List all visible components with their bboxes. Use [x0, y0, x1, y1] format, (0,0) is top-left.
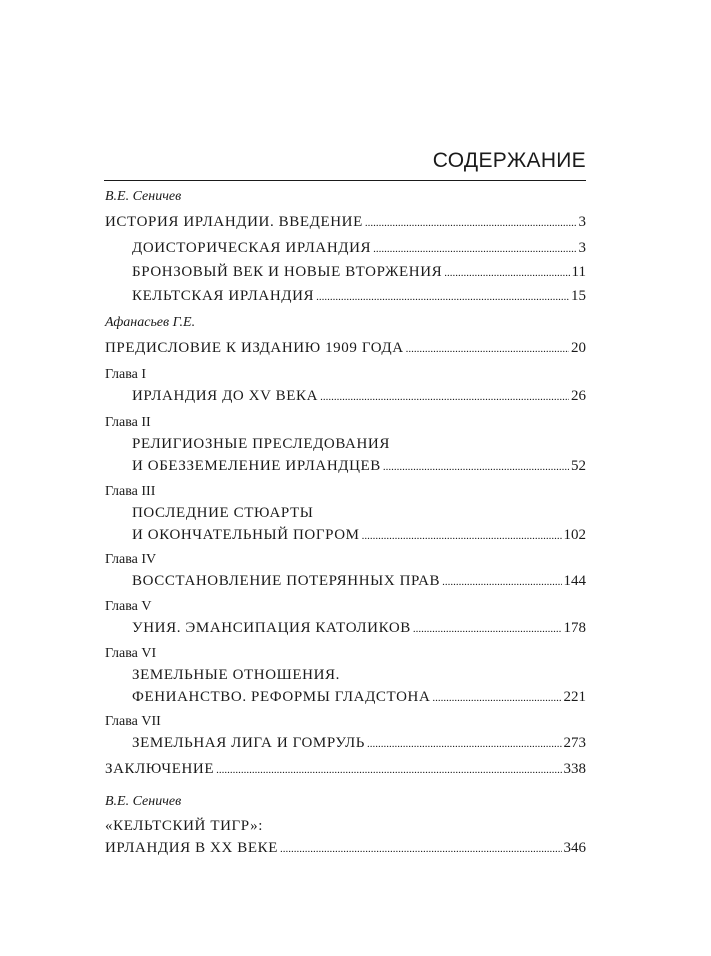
toc-entry-ch7[interactable]	[132, 735, 586, 752]
entry-page: 178	[563, 620, 586, 636]
toc-entry-ch4[interactable]	[132, 573, 586, 590]
entry-title: ФЕНИАНСТВО. РЕФОРМЫ ГЛАДСТОНА	[132, 689, 431, 705]
entry-page: 15	[571, 288, 586, 304]
entry-title: БРОНЗОВЫЙ ВЕК И НОВЫЕ ВТОРЖЕНИЯ	[132, 264, 443, 280]
toc-entry-ch5[interactable]	[132, 620, 586, 637]
dot-leader	[444, 267, 569, 279]
chapter-label-6: Глава VI	[105, 646, 157, 661]
entry-title: ЗАКЛЮЧЕНИЕ	[105, 761, 215, 777]
author-senichev-1: В.Е. Сеничев	[105, 189, 182, 204]
dot-leader	[316, 291, 569, 303]
toc-entry-ch3[interactable]	[132, 527, 586, 544]
entry-title: ЗЕМЕЛЬНАЯ ЛИГА И ГОМРУЛЬ	[132, 735, 365, 751]
dot-leader	[383, 461, 569, 473]
dot-leader	[406, 343, 569, 355]
toc-entry-conclusion[interactable]	[105, 761, 586, 778]
toc-entry-bronze-age[interactable]	[132, 264, 586, 281]
dot-leader	[373, 243, 576, 255]
entry-title: ИРЛАНДИЯ В XX ВЕКЕ	[105, 840, 279, 856]
entry-title: И ОКОНЧАТЕЛЬНЫЙ ПОГРОМ	[132, 527, 360, 543]
entry-page: 221	[563, 689, 586, 705]
dot-leader	[280, 843, 561, 855]
chapter-label-3: Глава III	[105, 484, 156, 499]
entry-title: ВОССТАНОВЛЕНИЕ ПОТЕРЯННЫХ ПРАВ	[132, 573, 441, 589]
entry-page: 11	[571, 264, 586, 280]
heading-rule	[104, 180, 586, 181]
entry-page: 273	[563, 735, 586, 751]
entry-page: 26	[571, 388, 586, 404]
toc-entry-ch6[interactable]	[132, 689, 586, 706]
entry-line-ch6: ЗЕМЕЛЬНЫЕ ОТНОШЕНИЯ.	[132, 667, 340, 683]
dot-leader	[367, 738, 562, 750]
entry-page: 52	[571, 458, 586, 474]
entry-title: УНИЯ. ЭМАНСИПАЦИЯ КАТОЛИКОВ	[132, 620, 411, 636]
entry-line-ch2: РЕЛИГИОЗНЫЕ ПРЕСЛЕДОВАНИЯ	[132, 436, 390, 452]
entry-page: 144	[563, 573, 586, 589]
toc-entry-intro[interactable]	[105, 214, 586, 231]
toc-entry-ch2[interactable]	[132, 458, 586, 475]
entry-line-celtic-tiger: «КЕЛЬТСКИЙ ТИГР»:	[105, 818, 263, 834]
chapter-label-4: Глава IV	[105, 552, 157, 567]
entry-page: 338	[563, 761, 586, 777]
author-senichev-2: В.Е. Сеничев	[105, 794, 182, 809]
dot-leader	[442, 576, 561, 588]
dot-leader	[320, 391, 569, 403]
entry-page: 102	[563, 527, 586, 543]
dot-leader	[432, 692, 561, 704]
dot-leader	[365, 217, 577, 229]
dot-leader	[413, 623, 562, 635]
toc-entry-preface[interactable]	[105, 340, 586, 357]
entry-title: КЕЛЬТСКАЯ ИРЛАНДИЯ	[132, 288, 315, 304]
chapter-label-5: Глава V	[105, 599, 152, 614]
toc-heading: СОДЕРЖАНИЕ	[432, 149, 586, 172]
toc-entry-xx-century[interactable]	[105, 840, 586, 857]
entry-line-ch3: ПОСЛЕДНИЕ СТЮАРТЫ	[132, 505, 314, 521]
entry-title: ДОИСТОРИЧЕСКАЯ ИРЛАНДИЯ	[132, 240, 372, 256]
chapter-label-1: Глава I	[105, 367, 147, 382]
author-afanasiev: Афанасьев Г.Е.	[105, 315, 196, 330]
dot-leader	[216, 764, 561, 776]
dot-leader	[362, 530, 562, 542]
entry-page: 3	[578, 214, 586, 230]
entry-page: 3	[578, 240, 586, 256]
entry-page: 346	[563, 840, 586, 856]
toc-entry-celtic[interactable]	[132, 288, 586, 305]
chapter-label-7: Глава VII	[105, 714, 161, 729]
chapter-label-2: Глава II	[105, 415, 151, 430]
entry-title: И ОБЕЗЗЕМЕЛЕНИЕ ИРЛАНДЦЕВ	[132, 458, 381, 474]
entry-title: ИСТОРИЯ ИРЛАНДИИ. ВВЕДЕНИЕ	[105, 214, 363, 230]
entry-page: 20	[571, 340, 586, 356]
entry-title: ПРЕДИСЛОВИЕ К ИЗДАНИЮ 1909 ГОДА	[105, 340, 404, 356]
toc-entry-ch1[interactable]	[132, 388, 586, 405]
entry-title: ИРЛАНДИЯ ДО XV ВЕКА	[132, 388, 319, 404]
toc-entry-prehistoric[interactable]	[132, 240, 586, 257]
